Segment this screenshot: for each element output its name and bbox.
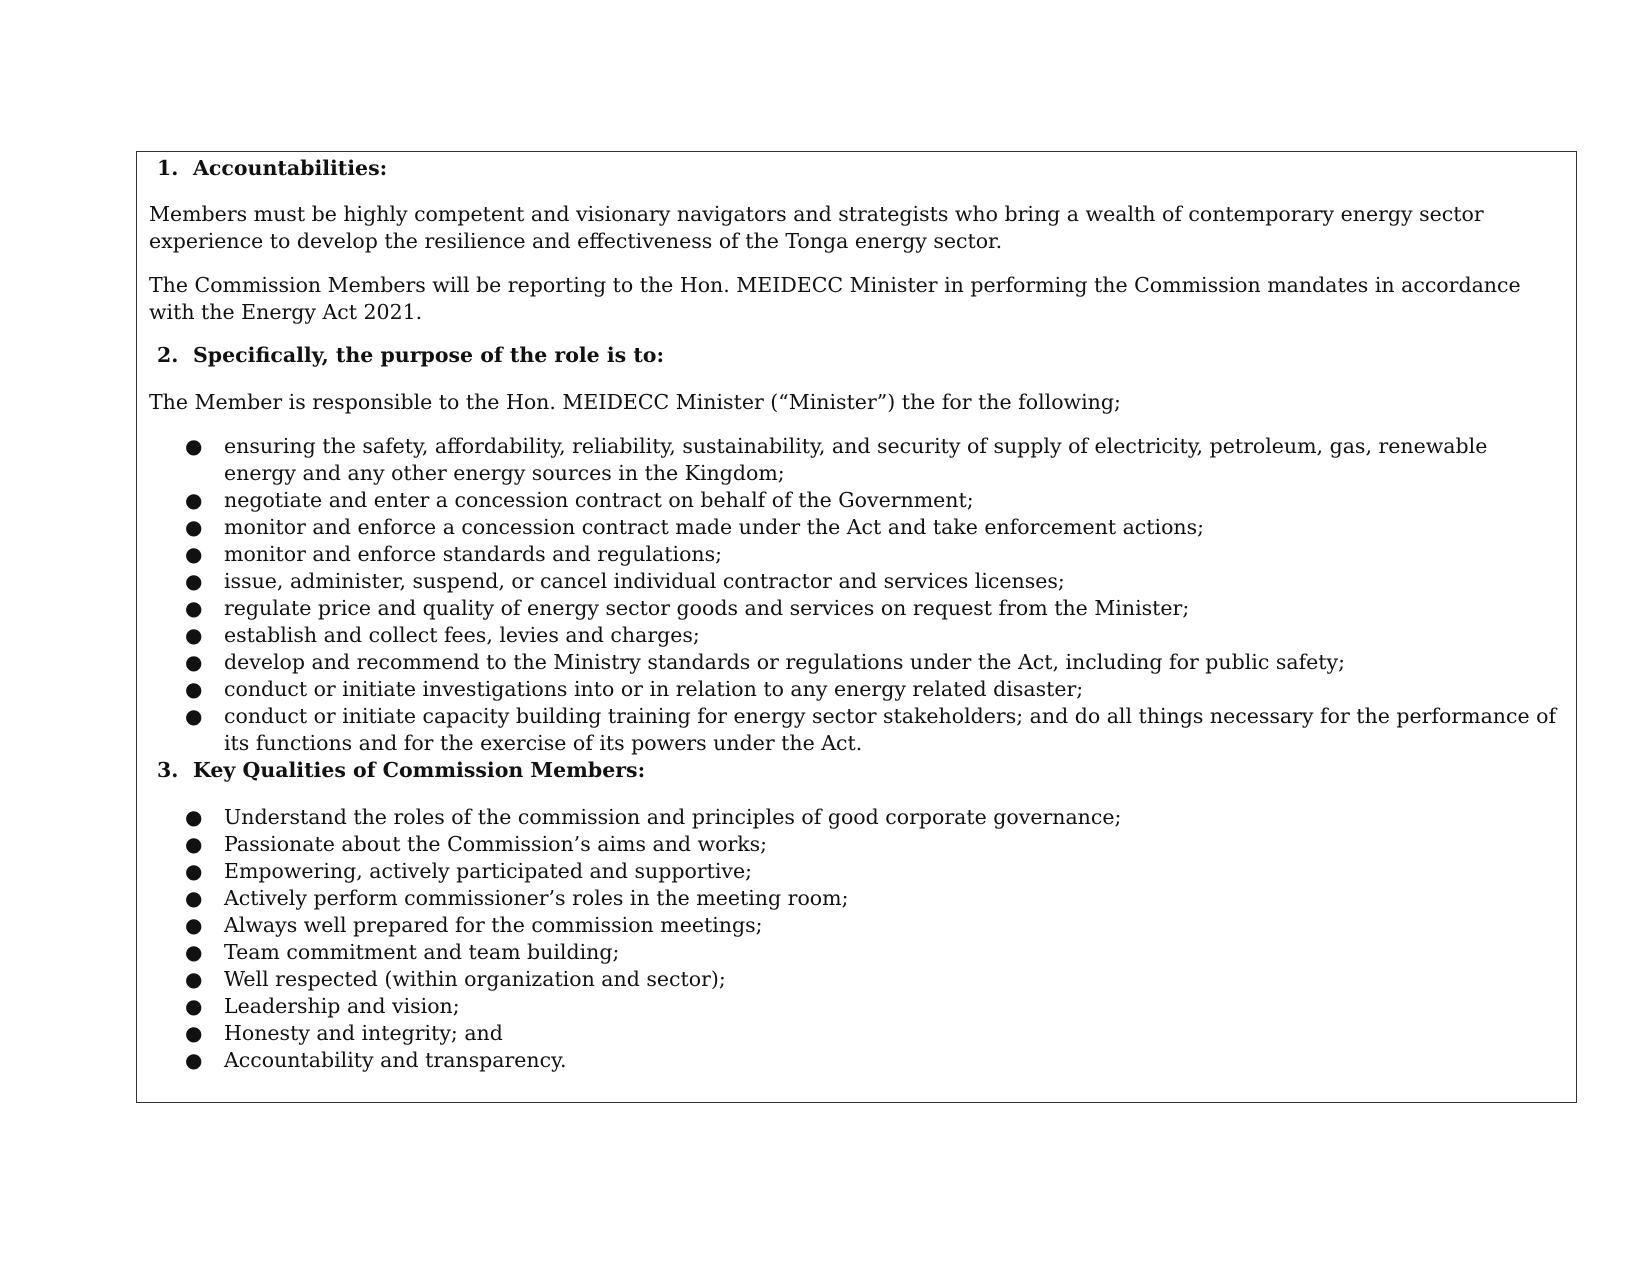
list-item: ● monitor and enforce a concession contract made under the Act and take enforcement actions; [149,514,1564,541]
list-item: ● Honesty and integrity; and [149,1020,1564,1047]
bullet-icon: ● [185,913,203,937]
bullet-icon: ● [185,650,203,674]
document-box [136,151,1577,1103]
section-1-paragraph-1: Members must be highly competent and visionary navigators and strategists who bring a wealth of contemporary energy sector experience to develop the resilience and effectiveness of the Tonga energy sector. [149,202,1484,253]
bullet-icon: ● [185,515,203,539]
list-item: ● monitor and enforce standards and regulations; [149,541,1564,568]
bullet-icon: ● [185,569,203,593]
list-item: ● conduct or initiate investigations into or in relation to any energy related disaster; [149,676,1564,703]
bullet-icon: ● [185,940,203,964]
list-item: ● Actively perform commissioner’s roles in the meeting room; [149,885,1564,912]
list-item: ● conduct or initiate capacity building training for energy sector stakeholders; and do all things necessary for the performance of its functions and for the exercise of its powers under the Act. [149,703,1564,757]
bullet-icon: ● [185,1021,203,1045]
list-item: ● establish and collect fees, levies and charges; [149,622,1564,649]
list-item: ● negotiate and enter a concession contract on behalf of the Government; [149,487,1564,514]
section-3-number: 3. [157,758,179,782]
bullet-icon: ● [185,805,203,829]
section-1-title: Accountabilities: [193,156,388,180]
section-2-title: Specifically, the purpose of the role is to: [193,343,665,367]
section-1-paragraph-2: The Commission Members will be reporting to the Hon. MEIDECC Minister in performing the Commission mandates in accordance with the Energy Act 2021. [149,273,1521,324]
bullet-icon: ● [185,967,203,991]
bullet-icon: ● [185,677,203,701]
list-item: ● issue, administer, suspend, or cancel individual contractor and services licenses; [149,568,1564,595]
bullet-icon: ● [185,859,203,883]
bullet-icon: ● [185,832,203,856]
bullet-icon: ● [185,542,203,566]
section-1-number: 1. [157,156,179,180]
list-item: ● develop and recommend to the Ministry standards or regulations under the Act, including for public safety; [149,649,1564,676]
bullet-icon: ● [185,434,203,458]
section-3-title: Key Qualities of Commission Members: [193,758,646,782]
list-item: ● Well respected (within organization and sector); [149,966,1564,993]
bullet-icon: ● [185,488,203,512]
list-item: ● Leadership and vision; [149,993,1564,1020]
bullet-icon: ● [185,1048,203,1072]
list-item: ● Always well prepared for the commission meetings; [149,912,1564,939]
list-item: ● Empowering, actively participated and supportive; [149,858,1564,885]
section-2-number: 2. [157,343,179,367]
section-2-heading [149,342,1564,369]
qualities-bullet-list [149,804,1564,1074]
section-2-intro: The Member is responsible to the Hon. MEIDECC Minister (“Minister”) the for the following; [149,390,1121,414]
bullet-icon: ● [185,886,203,910]
section-3-heading [149,757,1564,784]
purpose-bullet-list [149,433,1564,757]
bullet-icon: ● [185,704,203,728]
list-item: ● Team commitment and team building; [149,939,1564,966]
list-item: ● Accountability and transparency. [149,1047,1564,1074]
list-item: ● Passionate about the Commission’s aims and works; [149,831,1564,858]
list-item: ● Understand the roles of the commission and principles of good corporate governance; [149,804,1564,831]
list-item: ● ensuring the safety, affordability, reliability, sustainability, and security of supply of electricity, petroleum, gas, renewable energy and any other energy sources in the Kingdom; [149,433,1564,487]
bullet-icon: ● [185,596,203,620]
bullet-icon: ● [185,623,203,647]
bullet-icon: ● [185,994,203,1018]
list-item: ● regulate price and quality of energy sector goods and services on request from the Minister; [149,595,1564,622]
section-1-heading [149,155,1564,182]
